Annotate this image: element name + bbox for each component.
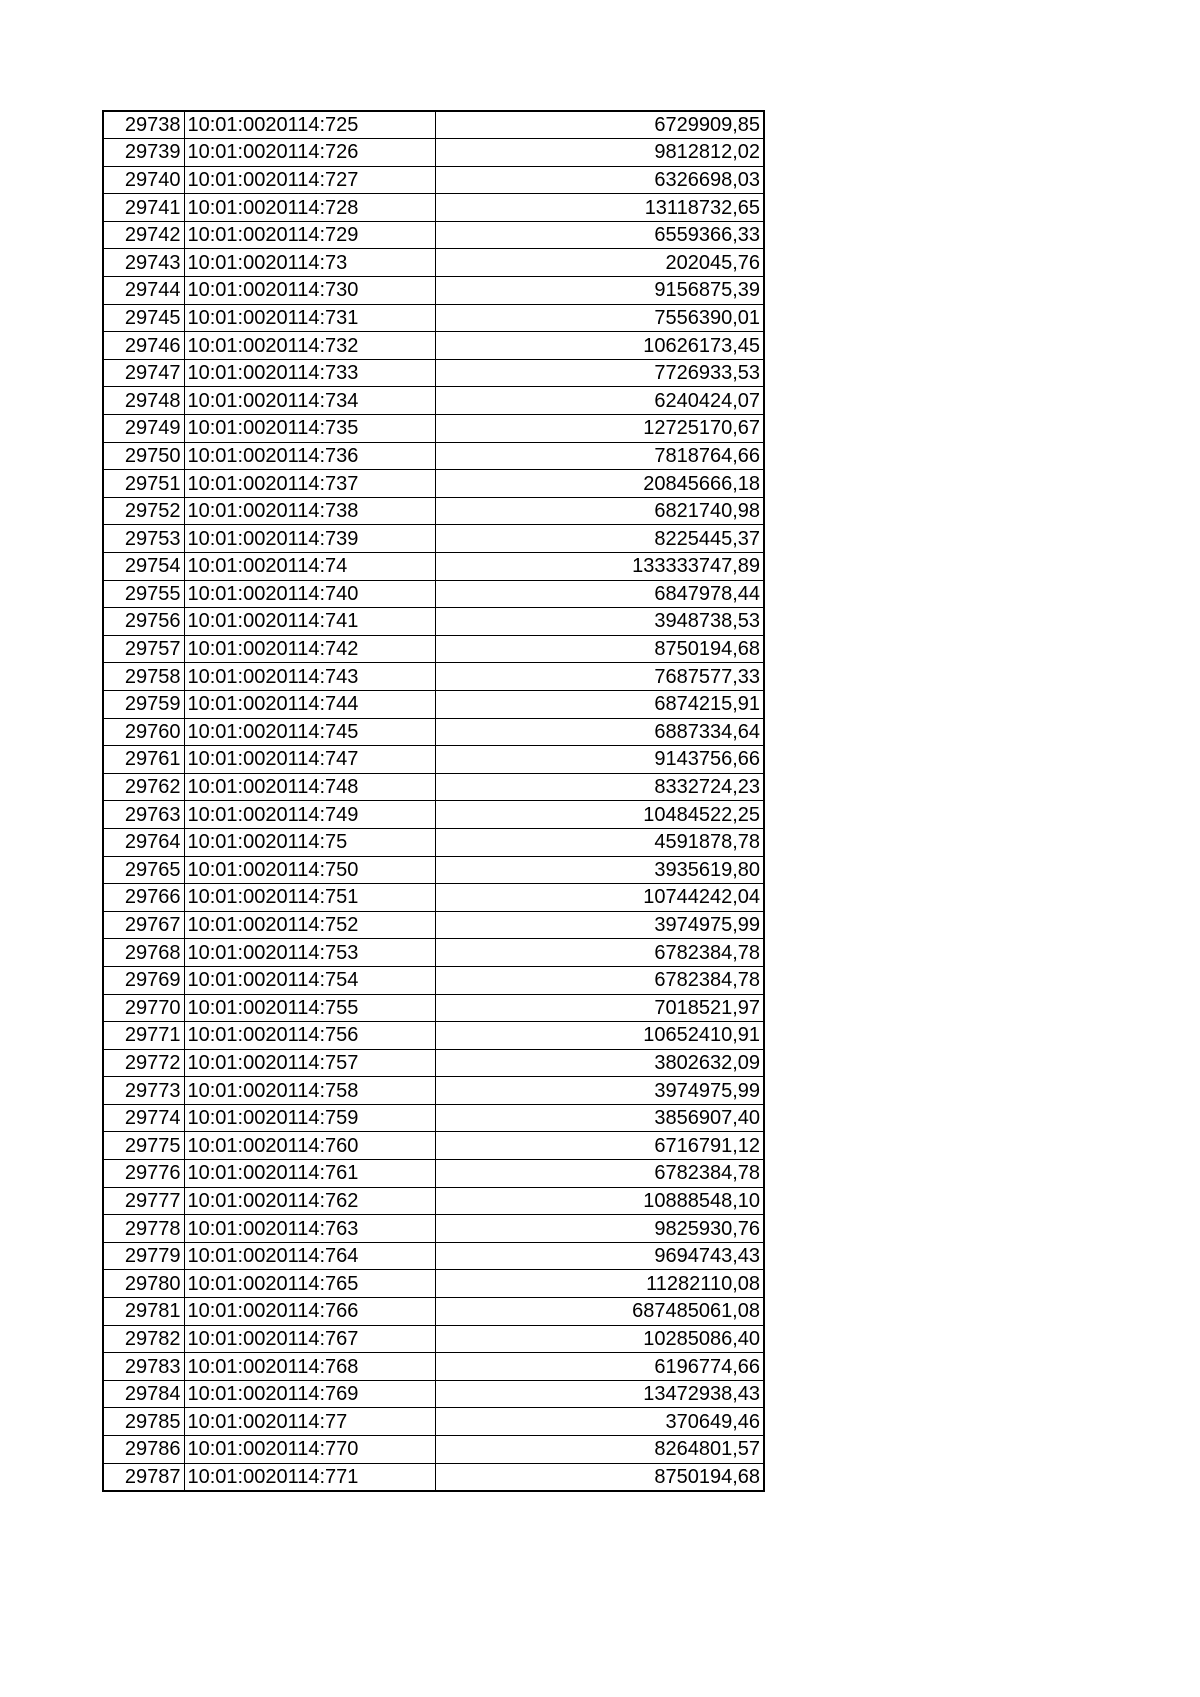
- row-number-cell: 29759: [103, 690, 184, 718]
- table-row: [103, 1049, 764, 1077]
- table-row: [103, 415, 764, 443]
- table-row: [103, 994, 764, 1022]
- cadastral-number-cell: 10:01:0020114:761: [184, 1160, 435, 1188]
- cadastral-number-cell: 10:01:0020114:725: [184, 111, 435, 139]
- table-row: [103, 194, 764, 222]
- cadastral-value-cell: 10744242,04: [435, 884, 764, 912]
- cadastral-number-cell: 10:01:0020114:769: [184, 1380, 435, 1408]
- table-row: [103, 690, 764, 718]
- cadastre-value-table: [102, 110, 765, 1492]
- cadastral-number-cell: 10:01:0020114:73: [184, 249, 435, 277]
- table-row: [103, 111, 764, 139]
- cadastral-value-cell: 6716791,12: [435, 1132, 764, 1160]
- row-number-cell: 29748: [103, 387, 184, 415]
- row-number-cell: 29765: [103, 856, 184, 884]
- table-row: [103, 801, 764, 829]
- cadastral-value-cell: 6729909,85: [435, 111, 764, 139]
- cadastral-value-cell: 202045,76: [435, 249, 764, 277]
- cadastral-number-cell: 10:01:0020114:736: [184, 442, 435, 470]
- cadastral-number-cell: 10:01:0020114:741: [184, 608, 435, 636]
- cadastral-value-cell: 7818764,66: [435, 442, 764, 470]
- cadastral-number-cell: 10:01:0020114:750: [184, 856, 435, 884]
- cadastral-value-cell: 9156875,39: [435, 277, 764, 305]
- row-number-cell: 29738: [103, 111, 184, 139]
- cadastral-value-cell: 10888548,10: [435, 1187, 764, 1215]
- row-number-cell: 29781: [103, 1298, 184, 1326]
- row-number-cell: 29769: [103, 966, 184, 994]
- cadastral-number-cell: 10:01:0020114:738: [184, 497, 435, 525]
- cadastral-value-cell: 3974975,99: [435, 911, 764, 939]
- cadastral-value-cell: 10285086,40: [435, 1325, 764, 1353]
- cadastral-number-cell: 10:01:0020114:733: [184, 359, 435, 387]
- table-row: [103, 1270, 764, 1298]
- table-row: [103, 663, 764, 691]
- cadastral-number-cell: 10:01:0020114:760: [184, 1132, 435, 1160]
- cadastral-number-cell: 10:01:0020114:74: [184, 553, 435, 581]
- row-number-cell: 29776: [103, 1160, 184, 1188]
- cadastral-number-cell: 10:01:0020114:764: [184, 1242, 435, 1270]
- cadastral-number-cell: 10:01:0020114:730: [184, 277, 435, 305]
- cadastral-value-cell: 6782384,78: [435, 1160, 764, 1188]
- cadastral-number-cell: 10:01:0020114:766: [184, 1298, 435, 1326]
- cadastral-number-cell: 10:01:0020114:728: [184, 194, 435, 222]
- table-row: [103, 773, 764, 801]
- table-row: [103, 1132, 764, 1160]
- cadastral-value-cell: 6196774,66: [435, 1353, 764, 1381]
- table-row: [103, 1077, 764, 1105]
- table-row: [103, 525, 764, 553]
- cadastral-value-cell: 10484522,25: [435, 801, 764, 829]
- row-number-cell: 29758: [103, 663, 184, 691]
- cadastral-value-cell: 3802632,09: [435, 1049, 764, 1077]
- row-number-cell: 29752: [103, 497, 184, 525]
- table-row: [103, 939, 764, 967]
- table-row: [103, 497, 764, 525]
- row-number-cell: 29744: [103, 277, 184, 305]
- row-number-cell: 29761: [103, 746, 184, 774]
- table-row: [103, 828, 764, 856]
- cadastral-value-cell: 9812812,02: [435, 139, 764, 167]
- table-row: [103, 1187, 764, 1215]
- row-number-cell: 29757: [103, 635, 184, 663]
- cadastral-number-cell: 10:01:0020114:731: [184, 304, 435, 332]
- row-number-cell: 29763: [103, 801, 184, 829]
- cadastral-number-cell: 10:01:0020114:770: [184, 1436, 435, 1464]
- cadastral-value-cell: 8750194,68: [435, 1463, 764, 1491]
- row-number-cell: 29746: [103, 332, 184, 360]
- cadastral-number-cell: 10:01:0020114:77: [184, 1408, 435, 1436]
- row-number-cell: 29743: [103, 249, 184, 277]
- cadastral-number-cell: 10:01:0020114:757: [184, 1049, 435, 1077]
- cadastral-number-cell: 10:01:0020114:739: [184, 525, 435, 553]
- table-row: [103, 746, 764, 774]
- row-number-cell: 29786: [103, 1436, 184, 1464]
- table-row: [103, 359, 764, 387]
- cadastral-number-cell: 10:01:0020114:765: [184, 1270, 435, 1298]
- cadastral-value-cell: 8332724,23: [435, 773, 764, 801]
- table-row: [103, 221, 764, 249]
- table-row: [103, 1353, 764, 1381]
- cadastral-value-cell: 8264801,57: [435, 1436, 764, 1464]
- row-number-cell: 29741: [103, 194, 184, 222]
- cadastral-number-cell: 10:01:0020114:735: [184, 415, 435, 443]
- table-row: [103, 442, 764, 470]
- cadastral-value-cell: 9694743,43: [435, 1242, 764, 1270]
- table-row: [103, 387, 764, 415]
- cadastral-number-cell: 10:01:0020114:727: [184, 166, 435, 194]
- cadastral-value-cell: 11282110,08: [435, 1270, 764, 1298]
- cadastral-value-cell: 20845666,18: [435, 470, 764, 498]
- row-number-cell: 29750: [103, 442, 184, 470]
- cadastral-value-cell: 6887334,64: [435, 718, 764, 746]
- row-number-cell: 29767: [103, 911, 184, 939]
- cadastral-value-cell: 9825930,76: [435, 1215, 764, 1243]
- table-row: [103, 332, 764, 360]
- table-row: [103, 277, 764, 305]
- row-number-cell: 29775: [103, 1132, 184, 1160]
- table-row: [103, 1408, 764, 1436]
- row-number-cell: 29778: [103, 1215, 184, 1243]
- cadastral-number-cell: 10:01:0020114:752: [184, 911, 435, 939]
- row-number-cell: 29785: [103, 1408, 184, 1436]
- table-row: [103, 718, 764, 746]
- table-row: [103, 1325, 764, 1353]
- cadastral-number-cell: 10:01:0020114:729: [184, 221, 435, 249]
- row-number-cell: 29760: [103, 718, 184, 746]
- row-number-cell: 29779: [103, 1242, 184, 1270]
- cadastral-number-cell: 10:01:0020114:753: [184, 939, 435, 967]
- table-row: [103, 884, 764, 912]
- cadastral-value-cell: 10652410,91: [435, 1022, 764, 1050]
- row-number-cell: 29753: [103, 525, 184, 553]
- row-number-cell: 29751: [103, 470, 184, 498]
- row-number-cell: 29754: [103, 553, 184, 581]
- table-row: [103, 856, 764, 884]
- table-row: [103, 1380, 764, 1408]
- row-number-cell: 29749: [103, 415, 184, 443]
- cadastral-value-cell: 7726933,53: [435, 359, 764, 387]
- row-number-cell: 29742: [103, 221, 184, 249]
- table-row: [103, 139, 764, 167]
- row-number-cell: 29783: [103, 1353, 184, 1381]
- table-row: [103, 608, 764, 636]
- cadastral-value-cell: 3856907,40: [435, 1104, 764, 1132]
- cadastral-value-cell: 7018521,97: [435, 994, 764, 1022]
- table-row: [103, 911, 764, 939]
- row-number-cell: 29768: [103, 939, 184, 967]
- cadastral-number-cell: 10:01:0020114:732: [184, 332, 435, 360]
- table-row: [103, 966, 764, 994]
- cadastral-number-cell: 10:01:0020114:768: [184, 1353, 435, 1381]
- table-body: [103, 111, 764, 1491]
- row-number-cell: 29747: [103, 359, 184, 387]
- row-number-cell: 29780: [103, 1270, 184, 1298]
- cadastral-number-cell: 10:01:0020114:742: [184, 635, 435, 663]
- cadastral-number-cell: 10:01:0020114:734: [184, 387, 435, 415]
- table-row: [103, 1242, 764, 1270]
- table-row: [103, 1463, 764, 1491]
- row-number-cell: 29773: [103, 1077, 184, 1105]
- cadastral-number-cell: 10:01:0020114:771: [184, 1463, 435, 1491]
- cadastral-value-cell: 6847978,44: [435, 580, 764, 608]
- cadastral-number-cell: 10:01:0020114:726: [184, 139, 435, 167]
- cadastral-value-cell: 13118732,65: [435, 194, 764, 222]
- cadastral-number-cell: 10:01:0020114:759: [184, 1104, 435, 1132]
- table-row: [103, 166, 764, 194]
- row-number-cell: 29762: [103, 773, 184, 801]
- row-number-cell: 29745: [103, 304, 184, 332]
- table-row: [103, 1215, 764, 1243]
- row-number-cell: 29764: [103, 828, 184, 856]
- cadastral-value-cell: 687485061,08: [435, 1298, 764, 1326]
- row-number-cell: 29787: [103, 1463, 184, 1491]
- table-row: [103, 553, 764, 581]
- table-row: [103, 249, 764, 277]
- cadastral-value-cell: 6326698,03: [435, 166, 764, 194]
- cadastral-value-cell: 13472938,43: [435, 1380, 764, 1408]
- row-number-cell: 29777: [103, 1187, 184, 1215]
- cadastral-value-cell: 133333747,89: [435, 553, 764, 581]
- table-row: [103, 304, 764, 332]
- row-number-cell: 29784: [103, 1380, 184, 1408]
- table-row: [103, 1436, 764, 1464]
- cadastral-number-cell: 10:01:0020114:740: [184, 580, 435, 608]
- row-number-cell: 29755: [103, 580, 184, 608]
- row-number-cell: 29740: [103, 166, 184, 194]
- cadastral-number-cell: 10:01:0020114:749: [184, 801, 435, 829]
- cadastral-value-cell: 6782384,78: [435, 939, 764, 967]
- row-number-cell: 29771: [103, 1022, 184, 1050]
- cadastral-value-cell: 4591878,78: [435, 828, 764, 856]
- cadastral-number-cell: 10:01:0020114:75: [184, 828, 435, 856]
- row-number-cell: 29770: [103, 994, 184, 1022]
- cadastral-value-cell: 8750194,68: [435, 635, 764, 663]
- cadastral-number-cell: 10:01:0020114:751: [184, 884, 435, 912]
- table-row: [103, 1160, 764, 1188]
- row-number-cell: 29766: [103, 884, 184, 912]
- cadastral-number-cell: 10:01:0020114:763: [184, 1215, 435, 1243]
- cadastral-number-cell: 10:01:0020114:754: [184, 966, 435, 994]
- cadastral-value-cell: 9143756,66: [435, 746, 764, 774]
- cadastral-number-cell: 10:01:0020114:767: [184, 1325, 435, 1353]
- cadastral-value-cell: 6874215,91: [435, 690, 764, 718]
- cadastral-number-cell: 10:01:0020114:747: [184, 746, 435, 774]
- cadastral-value-cell: 6782384,78: [435, 966, 764, 994]
- cadastral-number-cell: 10:01:0020114:762: [184, 1187, 435, 1215]
- cadastral-value-cell: 370649,46: [435, 1408, 764, 1436]
- cadastral-number-cell: 10:01:0020114:744: [184, 690, 435, 718]
- cadastral-value-cell: 6821740,98: [435, 497, 764, 525]
- cadastral-number-cell: 10:01:0020114:745: [184, 718, 435, 746]
- cadastral-number-cell: 10:01:0020114:755: [184, 994, 435, 1022]
- table-row: [103, 580, 764, 608]
- cadastral-value-cell: 10626173,45: [435, 332, 764, 360]
- cadastral-value-cell: 7556390,01: [435, 304, 764, 332]
- table-row: [103, 635, 764, 663]
- cadastral-number-cell: 10:01:0020114:756: [184, 1022, 435, 1050]
- cadastral-value-cell: 12725170,67: [435, 415, 764, 443]
- table-row: [103, 1298, 764, 1326]
- table-row: [103, 470, 764, 498]
- cadastral-value-cell: 6559366,33: [435, 221, 764, 249]
- cadastral-value-cell: 7687577,33: [435, 663, 764, 691]
- row-number-cell: 29739: [103, 139, 184, 167]
- cadastral-number-cell: 10:01:0020114:737: [184, 470, 435, 498]
- table-row: [103, 1104, 764, 1132]
- row-number-cell: 29782: [103, 1325, 184, 1353]
- row-number-cell: 29772: [103, 1049, 184, 1077]
- cadastral-value-cell: 3948738,53: [435, 608, 764, 636]
- cadastral-number-cell: 10:01:0020114:758: [184, 1077, 435, 1105]
- table-row: [103, 1022, 764, 1050]
- row-number-cell: 29774: [103, 1104, 184, 1132]
- cadastral-number-cell: 10:01:0020114:743: [184, 663, 435, 691]
- row-number-cell: 29756: [103, 608, 184, 636]
- cadastral-number-cell: 10:01:0020114:748: [184, 773, 435, 801]
- cadastral-value-cell: 3935619,80: [435, 856, 764, 884]
- cadastral-value-cell: 3974975,99: [435, 1077, 764, 1105]
- cadastral-value-cell: 6240424,07: [435, 387, 764, 415]
- cadastral-value-cell: 8225445,37: [435, 525, 764, 553]
